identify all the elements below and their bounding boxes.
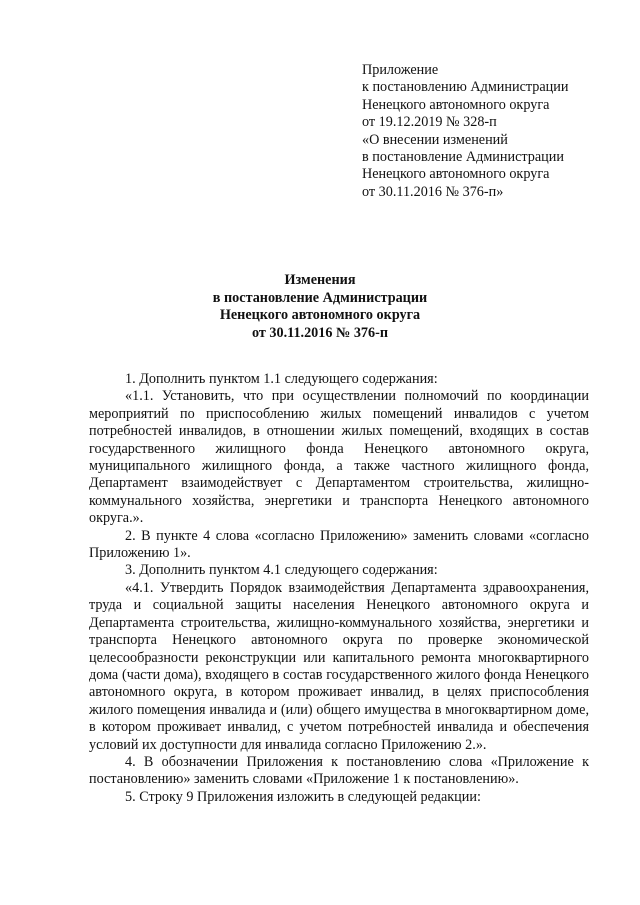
- body-paragraph-2: «1.1. Установить, что при осуществлении полномочий по координации мероприятий по приспособлению жилых помещений инвалидов с учетом потребностей инвалидов, в отношении жилых помещений, входящих в состав государственного жилищного фонда Ненецкого автономного округа, муниципального жилищного фонда, а также частного жилищного фонда, Департамент взаимодействует с Департаментом строительства, жилищно-коммунального хозяйства, энергетики и транспорта Ненецкого автономного округа.».: [89, 388, 589, 527]
- appendix-line: от 30.11.2016 № 376-п»: [362, 183, 504, 200]
- body-paragraph-5: «4.1. Утвердить Порядок взаимодействия Департамента здравоохранения, труда и социальной защиты населения Ненецкого автономного округа и Департамента строительства, жилищно-коммунального хозяйства, энергетики и транспорта Ненецкого автономного округа по проверке экономической целесообразности реконструкции или капитального ремонта многоквартирного дома (части дома), входящего в состав государственного жилого фонда Ненецкого автономного округа, в котором проживает инвалид, в целях приспособления жилого помещения инвалида и (или) общего имущества в многоквартирном доме, в котором проживает инвалид, с учетом потребностей инвалида и обеспечения условий их доступности для инвалида согласно Приложению 2.».: [89, 579, 589, 753]
- document-body: [89, 371, 589, 806]
- appendix-line: к постановлению Администрации: [362, 79, 569, 96]
- title-line: Ненецкого автономного округа: [219, 307, 421, 324]
- appendix-line: «О внесении изменений: [362, 131, 508, 148]
- appendix-header: [362, 62, 632, 201]
- body-paragraph-1: 1. Дополнить пунктом 1.1 следующего содержания:: [125, 371, 438, 387]
- appendix-line: от 19.12.2019 № 328-п: [362, 114, 497, 131]
- body-paragraph-4: 3. Дополнить пунктом 4.1 следующего содержания:: [125, 562, 438, 579]
- body-paragraph-6: 4. В обозначении Приложения к постановлению слова «Приложение к постановлению» заменить словами «Приложение 1 к постановлению».: [89, 753, 589, 788]
- title-line: в постановление Администрации: [212, 289, 428, 306]
- title-line: от 30.11.2016 № 376-п: [251, 324, 388, 341]
- body-paragraph-3: 2. В пункте 4 слова «согласно Приложению» заменить словами «согласно Приложению 1».: [89, 527, 589, 562]
- document-title: [0, 272, 640, 342]
- appendix-line: в постановление Администрации: [362, 149, 564, 166]
- title-line: Изменения: [284, 272, 356, 288]
- appendix-line: Приложение: [362, 62, 439, 78]
- appendix-line: Ненецкого автономного округа: [362, 166, 550, 183]
- appendix-line: Ненецкого автономного округа: [362, 96, 550, 113]
- body-paragraph-7: 5. Строку 9 Приложения изложить в следующей редакции:: [125, 788, 481, 805]
